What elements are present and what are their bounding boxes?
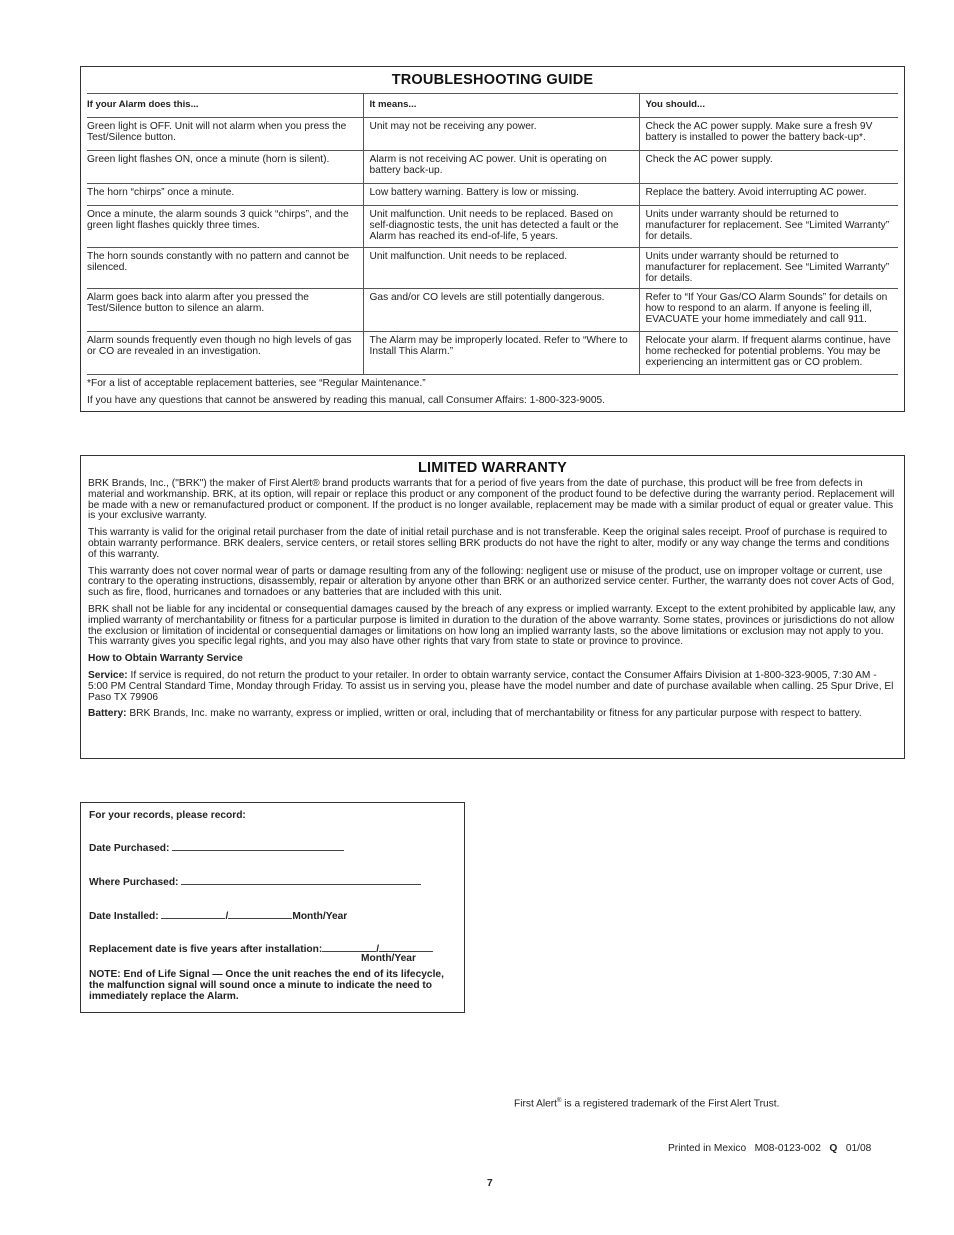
- replacement-date-label: Replacement date is five years after installation:: [89, 944, 323, 955]
- battery-text: BRK Brands, Inc. make no warranty, express or implied, written or oral, including that of merchantability or fitness for any particular purpose with respect to battery.: [129, 708, 862, 720]
- table-row: [87, 184, 898, 206]
- table-cell: Unit malfunction. Unit needs to be replaced. Based on self-diagnostic tests, the unit has detected a fault or the Alarm has reached its end-of-life, 5 years.: [363, 206, 639, 248]
- column-header: It means...: [363, 94, 639, 118]
- warranty-paragraph: BRK shall not be liable for any incidental or consequential damages caused by the breach of any express or implied warranty. Except to the extent prohibited by applicable law, any implied warranty of merchantability or fitness for a particular purpose is limited in duration to the duration of the above warranty. Some states, provinces or jurisdictions do not allow the exclusion or limitation of incidental or consequential damages or limitations on how long an implied warranty lasts, so the above limitations or exclusion may not apply to you. This warranty gives you specific legal rights, and you may also have other rights that vary from state to state or province to province.: [88, 603, 896, 648]
- replacement-month-year-label: Month/Year: [361, 953, 416, 964]
- battery-footnote: *For a list of acceptable replacement batteries, see “Regular Maintenance.”: [87, 377, 426, 389]
- date-separator: /: [225, 911, 229, 922]
- table-cell: Check the AC power supply. Make sure a fresh 9V battery is installed to power the battery back-up*.: [639, 118, 898, 151]
- table-cell: Units under warranty should be returned to manufacturer for replacement. See “Limited Warranty” for details.: [639, 206, 898, 248]
- column-header: If your Alarm does this...: [87, 94, 363, 118]
- table-row: [87, 206, 898, 248]
- date-separator: /: [376, 944, 380, 955]
- table-header-row: [87, 94, 898, 118]
- install-year-field[interactable]: [228, 909, 292, 919]
- troubleshooting-table: [87, 93, 898, 374]
- page-number: 7: [487, 1178, 493, 1189]
- warranty-paragraph: This warranty is valid for the original retail purchaser from the date of initial retail purchase and is not transferable. Keep the original sales receipt. Proof of purchase is required to obtain warranty performance. BRK dealers, service centers, or retail stores selling BRK products do not have the right to alter, modify or any way change the terms and conditions of this warranty.: [88, 527, 890, 560]
- table-row: [87, 151, 898, 184]
- install-month-field[interactable]: [161, 909, 225, 919]
- service-label: Service:: [88, 669, 128, 681]
- date-purchased-label: Date Purchased:: [89, 843, 170, 854]
- where-purchased-label: Where Purchased:: [89, 877, 179, 888]
- table-row: [87, 118, 898, 151]
- revision-code: Q: [829, 1143, 838, 1154]
- table-cell: Unit malfunction. Unit needs to be replaced.: [363, 248, 639, 289]
- trademark-notice: [514, 1098, 779, 1110]
- where-purchased-field[interactable]: [181, 875, 421, 885]
- table-cell: Replace the battery. Avoid interrupting AC power.: [639, 184, 898, 206]
- table-row: [87, 332, 898, 374]
- warranty-title: LIMITED WARRANTY: [418, 460, 567, 476]
- table-cell: Relocate your alarm. If frequent alarms continue, have home rechecked for potential problems. You may be experiencing an intermittent gas or CO problem.: [639, 332, 898, 374]
- column-header: You should...: [639, 94, 898, 118]
- printed-in: Printed in Mexico M08-0123-002: [668, 1143, 821, 1154]
- consumer-affairs-contact: If you have any questions that cannot be answered by reading this manual, call Consumer Affairs: 1-800-323-9005.: [87, 394, 605, 406]
- troubleshooting-guide: [80, 66, 905, 412]
- table-cell: The horn “chirps” once a minute.: [87, 184, 363, 206]
- table-cell: Refer to “If Your Gas/CO Alarm Sounds” for details on how to respond to an alarm. If anyone is feeling ill, EVACUATE your home immediately and call 911.: [639, 289, 898, 332]
- trademark-text: is a registered trademark of the First Alert Trust.: [561, 1098, 780, 1110]
- date-installed-row: [89, 909, 347, 922]
- table-cell: Alarm is not receiving AC power. Unit is operating on battery back-up.: [363, 151, 639, 184]
- table-cell: Green light is OFF. Unit will not alarm when you press the Test/Silence button.: [87, 118, 363, 151]
- table-row: [87, 248, 898, 289]
- limited-warranty: [80, 455, 905, 759]
- table-cell: The horn sounds constantly with no pattern and cannot be silenced.: [87, 248, 363, 289]
- date-purchased-row: [89, 841, 344, 854]
- troubleshooting-footnotes: [87, 374, 898, 407]
- battery-label: Battery:: [88, 708, 127, 720]
- table-cell: Units under warranty should be returned to manufacturer for replacement. See “Limited Warranty” for details.: [639, 248, 898, 289]
- print-date: 01/08: [845, 1143, 872, 1154]
- table-cell: The Alarm may be improperly located. Refer to “Where to Install This Alarm.”: [363, 332, 639, 374]
- print-info: [668, 1143, 871, 1154]
- replacement-month-field[interactable]: [322, 942, 376, 952]
- table-cell: Alarm goes back into alarm after you pressed the Test/Silence button to silence an alarm.: [87, 289, 363, 332]
- table-cell: Alarm sounds frequently even though no high levels of gas or CO are revealed in an investigation.: [87, 332, 363, 374]
- service-text: If service is required, do not return the product to your retailer. In order to obtain warranty service, contact the Consumer Affairs Division at 1-800-323-9005, 7:30 AM - 5:00 PM Central Standard Time, Monday through Friday. To assist us in serving you, please have the model number and date of purchase available when calling. 25 Spur Drive, El Paso TX 79906: [88, 669, 894, 703]
- where-purchased-row: [89, 875, 421, 888]
- warranty-service-paragraph: [88, 671, 897, 703]
- warranty-paragraph: This warranty does not cover normal wear of parts or damage resulting from any of the following: negligent use or misuse of the product, use on improper voltage or current, use contrary to the operating instructions, disassembly, repair or alteration by anyone other than BRK or an authorized service center. Further, the warranty does not cover Acts of God, such as fire, flood, hurricanes and tornadoes or any batteries that are included with this unit.: [88, 565, 895, 599]
- end-of-life-note: NOTE: End of Life Signal — Once the unit reaches the end of its lifecycle, the malfunction signal will sound once a minute to indicate the need to immediately replace the Alarm.: [89, 969, 444, 1002]
- table-cell: Once a minute, the alarm sounds 3 quick “chirps”, and the green light flashes quickly three times.: [87, 206, 363, 248]
- warranty-service-heading: How to Obtain Warranty Service: [88, 653, 243, 665]
- table-row: [87, 289, 898, 332]
- date-purchased-field[interactable]: [172, 841, 344, 851]
- trademark-brand: First Alert: [514, 1098, 558, 1110]
- table-cell: Gas and/or CO levels are still potentially dangerous.: [363, 289, 639, 332]
- table-cell: Green light flashes ON, once a minute (horn is silent).: [87, 151, 363, 184]
- registered-mark: ®: [557, 1098, 562, 1104]
- table-cell: Unit may not be receiving any power.: [363, 118, 639, 151]
- warranty-battery-paragraph: [88, 709, 897, 720]
- troubleshooting-title: TROUBLESHOOTING GUIDE: [391, 72, 594, 88]
- records-form: [80, 802, 465, 1013]
- table-cell: Low battery warning. Battery is low or missing.: [363, 184, 639, 206]
- table-cell: Check the AC power supply.: [639, 151, 898, 184]
- warranty-paragraph: BRK Brands, Inc., ("BRK") the maker of First Alert® brand products warrants that for a period of five years from the date of purchase, this product will be free from defects in material and workmanship. BRK, at its option, will repair or replace this product or any component of the product found to be defective during the warranty period. Replacement will be made with a new or remanufactured product or component. If the product is no longer available, replacement may be made with a similar product of equal or greater value. This is your exclusive warranty.: [88, 478, 895, 522]
- date-installed-label: Date Installed:: [89, 911, 159, 922]
- records-heading: For your records, please record:: [89, 810, 246, 821]
- month-year-label: Month/Year: [292, 911, 348, 922]
- replacement-year-field[interactable]: [379, 942, 433, 952]
